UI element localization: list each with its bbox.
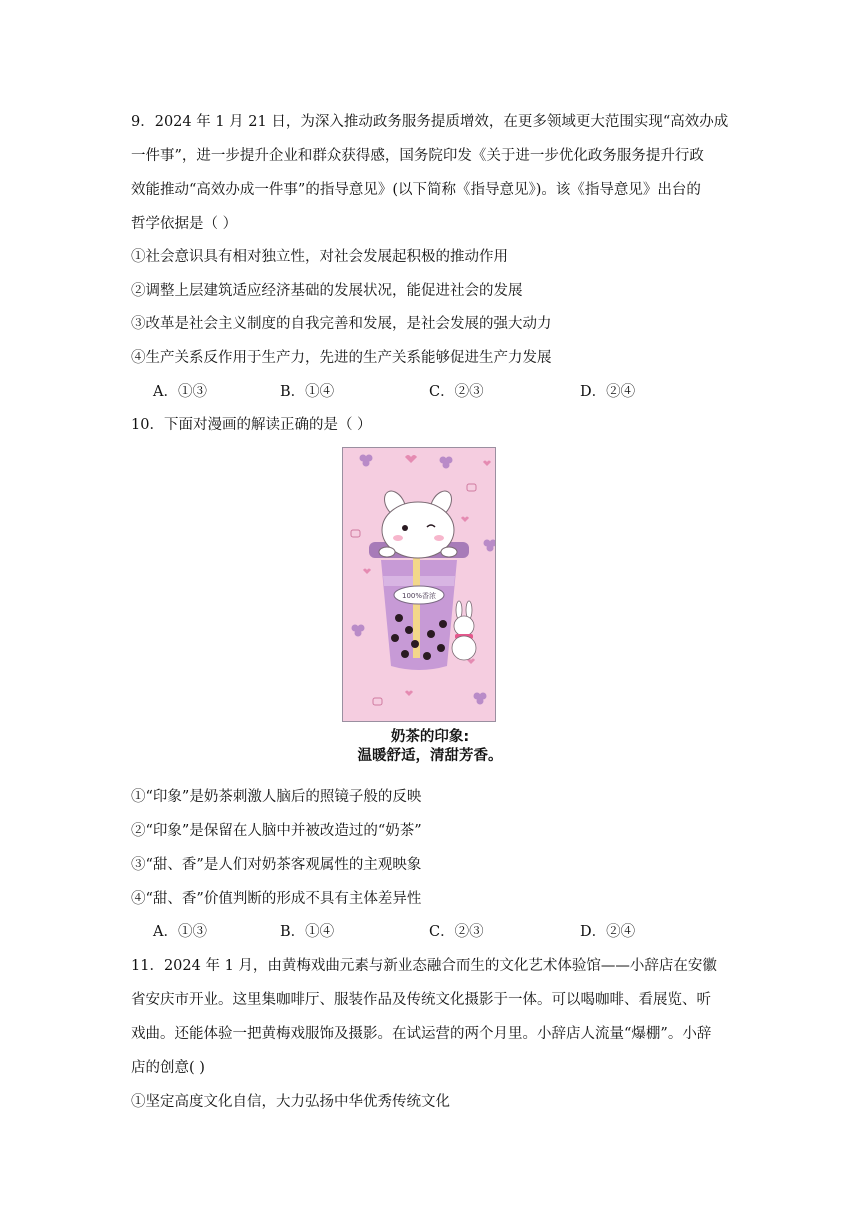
q10-option-d[interactable]: D．②④ xyxy=(580,924,636,940)
q11-statement-1: ①坚定高度文化自信，大力弘扬中华优秀传统文化 xyxy=(131,1094,450,1110)
q10-statement-1: ①“印象”是奶茶刺激人脑后的照镜子般的反映 xyxy=(131,789,422,805)
q11-stem-line: 戏曲。还能体验一把黄梅戏服饰及摄影。在试运营的两个月里。小辞店人流量“爆棚”。小辞 xyxy=(131,1026,712,1042)
q10-statement-2: ②“印象”是保留在人脑中并被改造过的“奶茶” xyxy=(131,823,422,839)
q9-option-a[interactable]: A．①③ xyxy=(153,384,207,400)
q10-statement-3: ③“甜、香”是人们对奶茶客观属性的主观映象 xyxy=(131,857,422,873)
q10-option-c[interactable]: C．②③ xyxy=(429,924,484,940)
q11-stem-line: 11．2024 年 1 月，由黄梅戏曲元素与新业态融合而生的文化艺术体验馆——小辞店在安徽 xyxy=(131,958,717,974)
q9-statement-2: ②调整上层建筑适应经济基础的发展状况，能促进社会的发展 xyxy=(131,283,523,299)
milk-tea-illustration xyxy=(343,448,495,721)
comic-caption-title: 奶茶的印象: xyxy=(390,729,470,745)
q10-option-b[interactable]: B．①④ xyxy=(280,924,335,940)
q11-stem-line: 店的创意( ) xyxy=(131,1060,205,1076)
q10-statement-4: ④“甜、香”价值判断的形成不具有主体差异性 xyxy=(131,891,422,907)
q10-option-a[interactable]: A．①③ xyxy=(153,924,207,940)
q9-statement-3: ③改革是社会主义制度的自我完善和发展，是社会发展的强大动力 xyxy=(131,316,552,332)
q9-statement-4: ④生产关系反作用于生产力，先进的生产关系能够促进生产力发展 xyxy=(131,350,552,366)
q9-statement-1: ①社会意识具有相对独立性，对社会发展起积极的推动作用 xyxy=(131,249,508,265)
q9-option-c[interactable]: C．②③ xyxy=(429,384,484,400)
q9-option-b[interactable]: B．①④ xyxy=(280,384,335,400)
q9-stem-line: 9．2024 年 1 月 21 日，为深入推动政务服务提质增效，在更多领域更大范围实现“高效办成 xyxy=(131,114,729,130)
q11-stem-line: 省安庆市开业。这里集咖啡厅、服装作品及传统文化摄影于一体。可以喝咖啡、看展览、听 xyxy=(131,992,711,1008)
q9-stem-line: 效能推动“高效办成一件事”的指导意见》(以下简称《指导意见》)。该《指导意见》出台的 xyxy=(131,182,701,198)
comic-caption-subtitle: 温暖舒适，清甜芳香。 xyxy=(357,748,503,764)
q9-stem-line: 哲学依据是（ ） xyxy=(131,216,238,232)
q10-stem: 10．下面对漫画的解读正确的是（ ） xyxy=(131,417,372,433)
milk-tea-comic xyxy=(342,447,496,722)
q9-stem-line: 一件事”，进一步提升企业和群众获得感，国务院印发《关于进一步优化政务服务提升行政 xyxy=(131,148,704,164)
q9-option-d[interactable]: D．②④ xyxy=(580,384,636,400)
cup-label-text: 100%香浓 xyxy=(401,592,437,600)
